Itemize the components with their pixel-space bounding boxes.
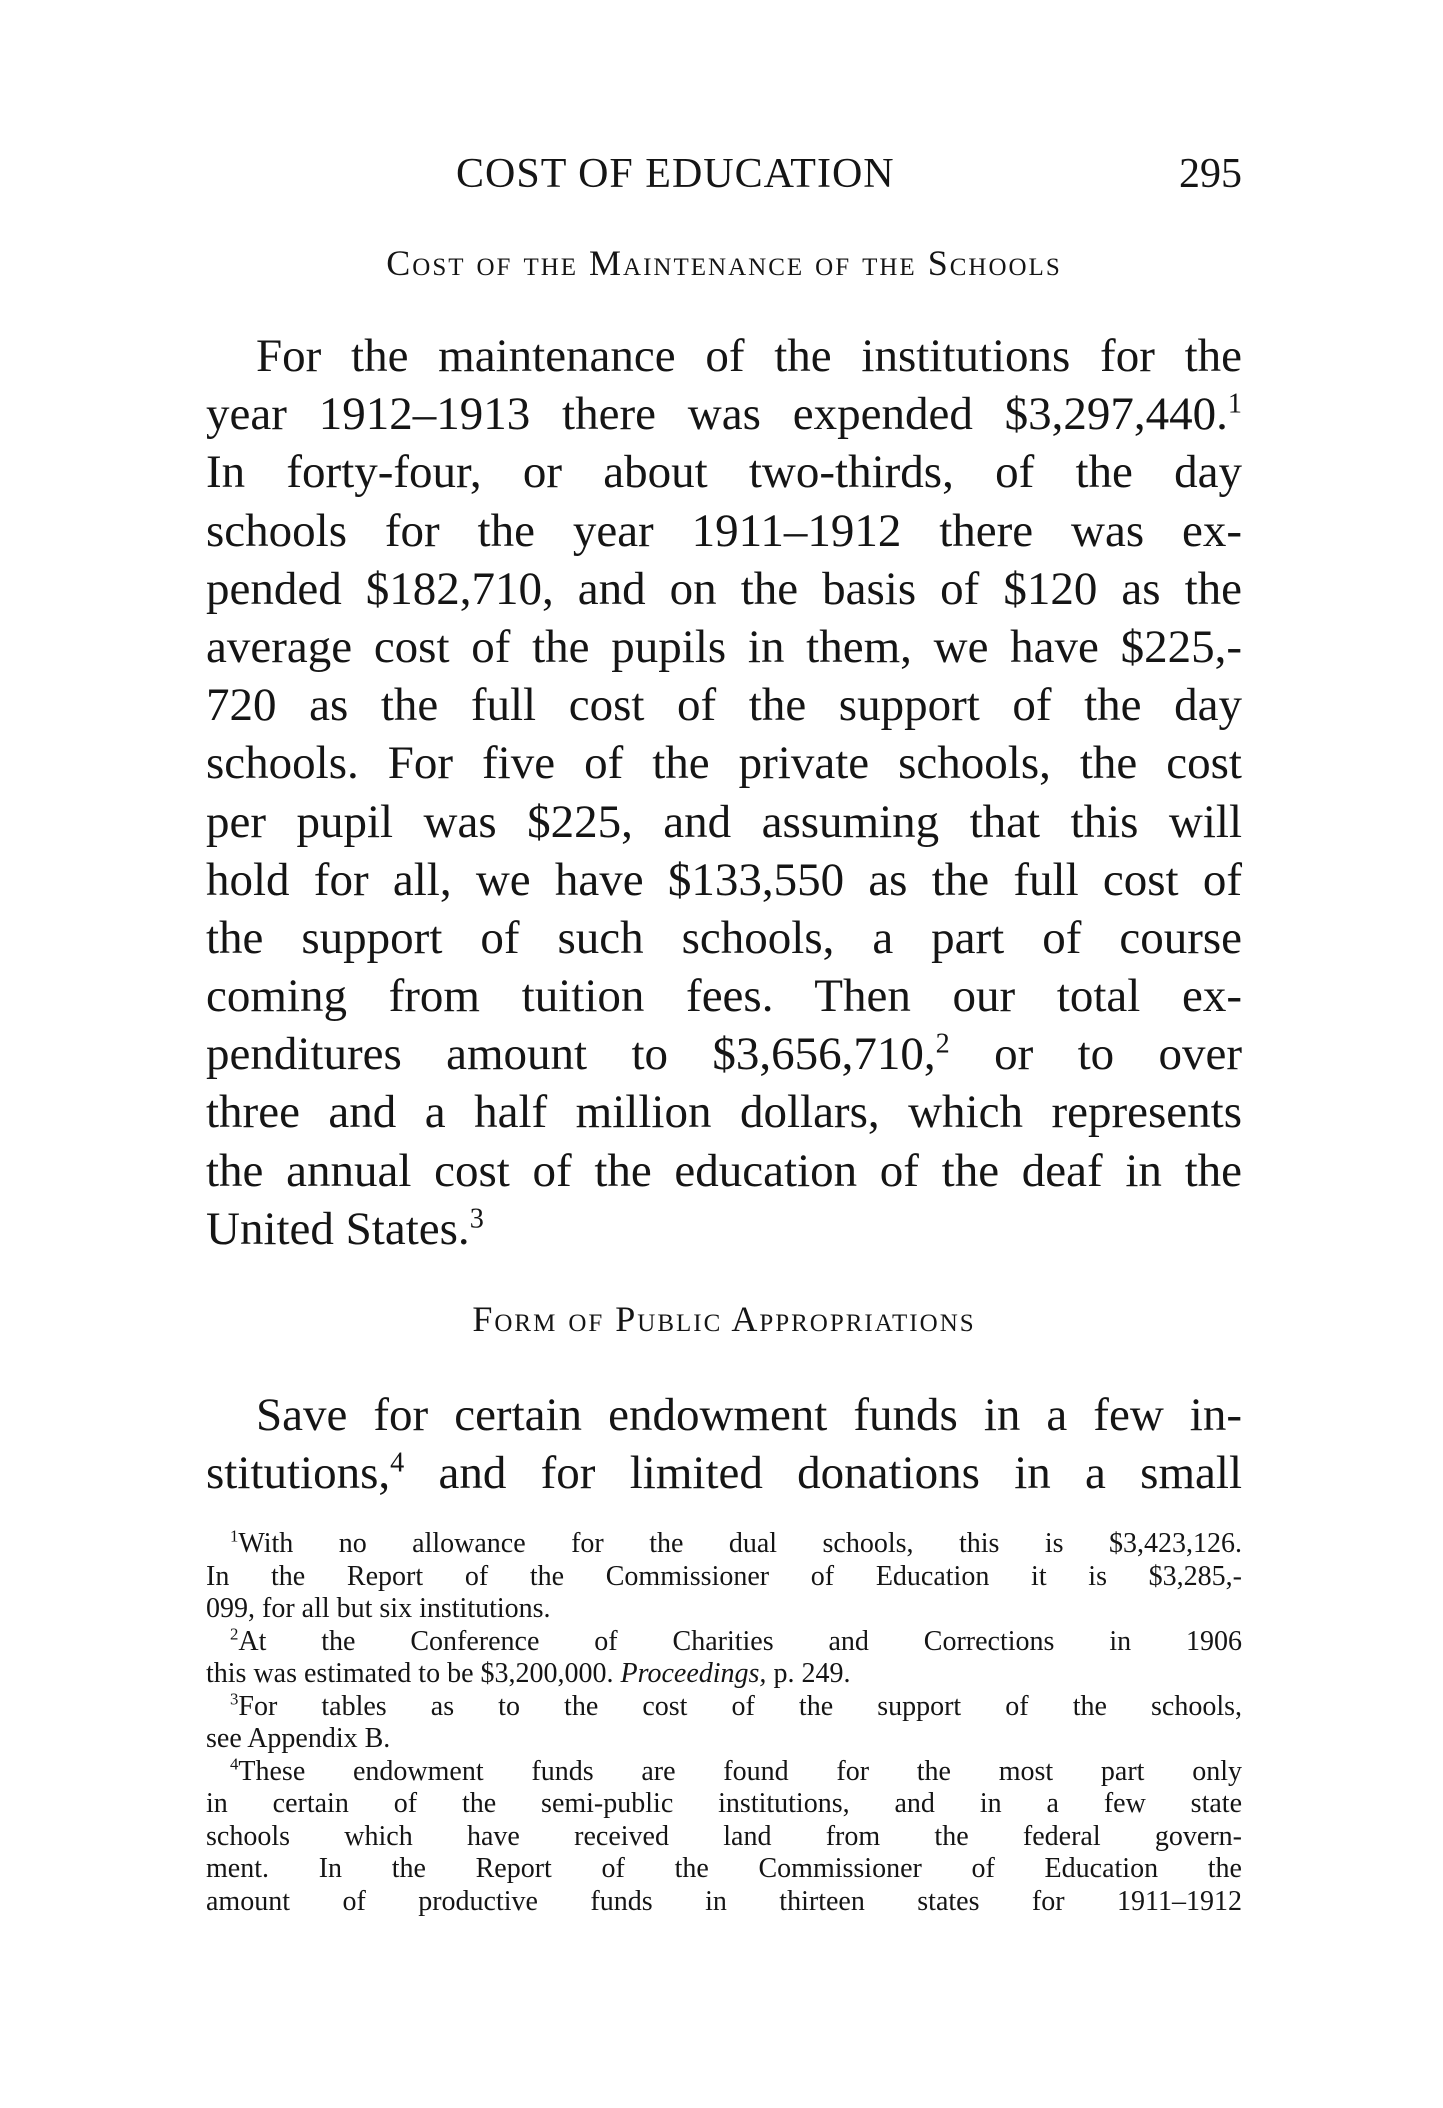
text-line: three and a half million dollars, which represents [206,1086,1242,1139]
page-number: 295 [1179,151,1242,197]
text-line: Save for certain endowment funds in a few in- [256,1389,1242,1441]
section-heading-maintenance: Cost of the Maintenance of the Schools [386,243,1062,283]
footnote-line: in certain of the semi-public institutions, and in a few state [206,1788,1242,1819]
footnote-2: $^2$At the Conference of Charities and Corrections in 1906 [230,1624,1242,1657]
footnote-line: amount of productive funds in thirteen states for 1911–1912 [206,1885,1242,1917]
footnote-4: $^4$These endowment funds are found for the most part only [230,1754,1242,1787]
footnote-line: In the Report of the Commissioner of Education it is $3,285,- [206,1560,1242,1592]
running-head [206,150,1242,210]
text-line: year 1912–1913 there was expended $3,297,440.$^1$ [206,388,1242,441]
text-line: pended $182,710, and on the basis of $120 as the [206,562,1242,615]
footnote-ref: 3 [469,1203,484,1235]
footnote-ref: 4 [390,1447,405,1479]
text-line: penditures amount to $3,656,710,$^2$ or to over [206,1028,1242,1081]
paragraph-maintenance [206,327,1242,1258]
text-line: the annual cost of the education of the deaf in the [206,1144,1242,1197]
footnote-line: ment. In the Report of the Commissioner of Education the [206,1853,1242,1884]
text-line: 720 as the full cost of the support of the day [206,679,1242,732]
text-line: hold for all, we have $133,550 as the full cost of [206,853,1242,906]
section-heading-appropriations: Form of Public Appropriations [472,1299,976,1339]
text-line: schools. For five of the private schools, the cost [206,737,1242,790]
text-line: In forty-four, or about two-thirds, of the day [206,446,1242,499]
footnote-ref: 1 [1227,388,1242,420]
footnote-line: this was estimated to be $3,200,000. Proceedings, p. 249. [206,1658,851,1689]
paragraph-appropriations [206,1386,1242,1502]
text-line: stitutions,$^4$ and for limited donations in a small [206,1447,1243,1500]
footnote-line: schools which have received land from the federal govern- [206,1820,1242,1852]
footnote-line: see Appendix B. [206,1723,391,1754]
text-line: the support of such schools, a part of course [206,911,1242,964]
text-line: schools for the year 1911–1912 there was ex- [206,504,1242,557]
running-title: COST OF EDUCATION [456,151,895,197]
text-line: per pupil was $225, and assuming that this will [206,795,1242,848]
text-line: average cost of the pupils in them, we have $225,- [206,620,1242,673]
footnote-3: $^3$For tables as to the cost of the support of the schools, [230,1689,1242,1722]
text-line: For the maintenance of the institutions for the [256,330,1242,382]
footnotes [206,1528,1242,1918]
footnote-1: $^1$With no allowance for the dual schools, this is $3,423,126. [230,1526,1242,1559]
footnote-line: 099, for all but six institutions. [206,1593,551,1624]
text-line: coming from tuition fees. Then our total ex- [206,970,1242,1023]
footnote-ref: 2 [935,1028,950,1060]
text-line: United States.$^3$ [206,1202,484,1255]
